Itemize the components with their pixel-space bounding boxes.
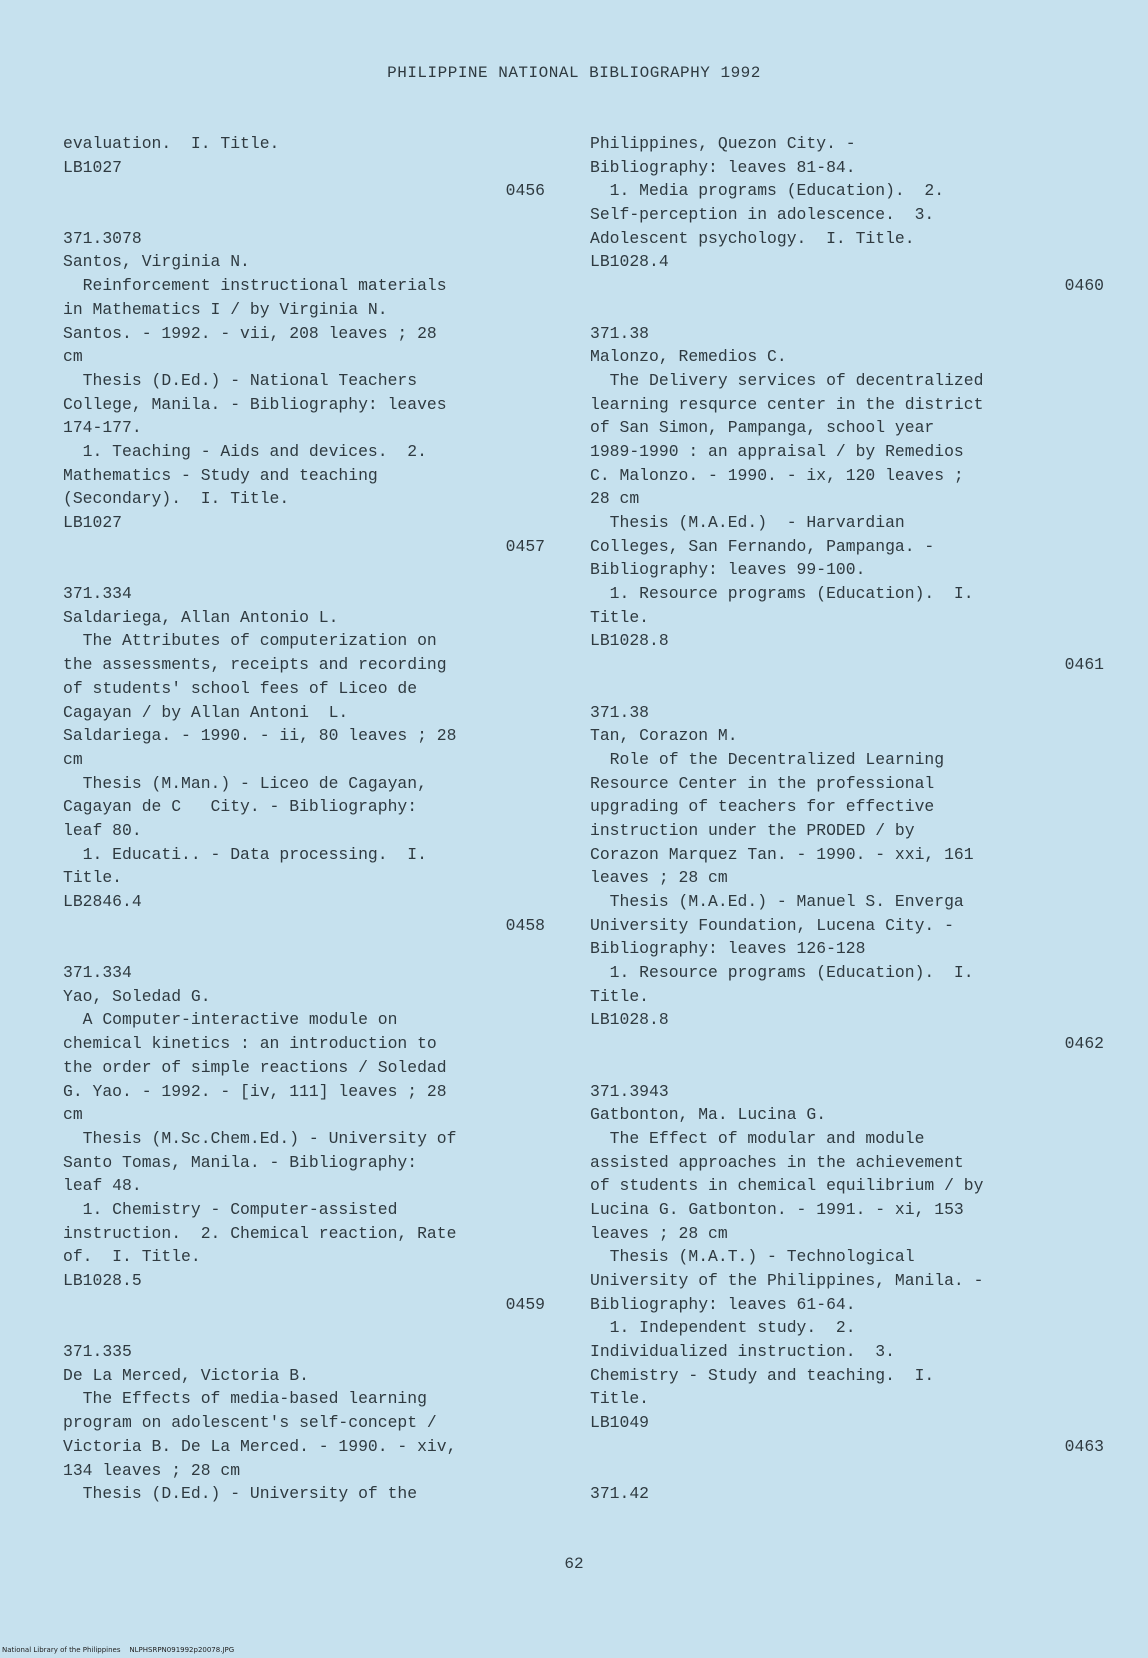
entry-line: 371.38: [590, 323, 650, 343]
entry-line: Corazon Marquez Tan. - 1990. - xxi, 161: [590, 844, 974, 864]
entry-line: 371.42: [590, 1484, 650, 1504]
entry-line: Santos, Virginia N.: [63, 252, 250, 272]
entry-line: University of the Philippines, Manila. -: [590, 1271, 984, 1290]
entry-line: Colleges, San Fernando, Pampanga. -: [590, 536, 935, 556]
entry-gap: [590, 1056, 1090, 1080]
entry-line: De La Merced, Victoria B.: [63, 1365, 309, 1385]
entry-line: A Computer-interactive module on: [63, 1010, 398, 1030]
entry-line: 28 cm: [590, 489, 640, 509]
right-column: [590, 132, 1104, 1506]
entry-line: 1989-1990 : an appraisal / by Remedios: [590, 441, 964, 461]
entry-line: of. I. Title.: [63, 1247, 201, 1267]
entry-line: Santo Tomas, Manila. - Bibliography:: [63, 1152, 418, 1172]
entry-line: chemical kinetics : an introduction to: [63, 1034, 437, 1054]
entry-line: G. Yao. - 1992. - [iv, 111] leaves ; 28: [63, 1081, 447, 1101]
entry-line: The Effect of modular and module: [590, 1128, 925, 1148]
entry-gap: [63, 1316, 543, 1340]
entry-line: Bibliography: leaves 99-100.: [590, 560, 866, 580]
entry-line: Bibliography: leaves 81-84.: [590, 157, 856, 177]
entry-line: Bibliography: leaves 61-64.: [590, 1294, 856, 1314]
entry-line: 1. Chemistry - Computer-assisted: [63, 1199, 398, 1219]
entry-line: Cagayan / by Allan Antoni L.: [63, 702, 349, 722]
entry-line: 371.38: [590, 702, 650, 722]
entry-line: Thesis (M.A.Ed.) - Manuel S. Enverga: [590, 892, 964, 911]
entry-line: Philippines, Quezon City. -: [590, 134, 856, 153]
left-column: [63, 132, 543, 1506]
entry-line: cm: [63, 1105, 83, 1125]
entry-line: Bibliography: leaves 126-128: [590, 939, 866, 959]
entry-line: College, Manila. - Bibliography: leaves: [63, 394, 447, 414]
entry-line: Saldariega. - 1990. - ii, 80 leaves ; 28: [63, 726, 457, 746]
entry-line: Title.: [63, 868, 123, 888]
entry-line: leaf 48.: [63, 1176, 142, 1196]
entry-line: 371.3943: [590, 1081, 669, 1101]
entry-line: The Attributes of computerization on: [63, 631, 437, 651]
entry-line: Title.: [590, 1389, 650, 1409]
entry-line: The Effects of media-based learning: [63, 1389, 427, 1409]
entry-line: Thesis (M.Sc.Chem.Ed.) - University of: [63, 1128, 457, 1148]
entry-line: Thesis (M.Man.) - Liceo de Cagayan,: [63, 773, 427, 793]
entry-line: 371.3078: [63, 228, 142, 248]
entry-line: Self-perception in adolescence. 3.: [590, 205, 935, 225]
entry-line: 1. Resource programs (Education). I.: [590, 963, 974, 983]
entry-line: cm: [63, 347, 83, 367]
entry-line: Yao, Soledad G.: [63, 986, 211, 1006]
page-number: 62: [564, 1555, 584, 1573]
entry-number: 0456: [505, 181, 545, 201]
entry-line: of students' school fees of Liceo de: [63, 678, 418, 698]
entry-line: C. Malonzo. - 1990. - ix, 120 leaves ;: [590, 465, 964, 485]
entry-line: (Secondary). I. Title.: [63, 489, 290, 509]
entry-gap: [63, 558, 543, 582]
entry-number: 0461: [1064, 655, 1104, 675]
entry-line: Reinforcement instructional materials: [63, 276, 447, 296]
entry-line: of San Simon, Pampanga, school year: [590, 418, 935, 438]
entry-number: 0457: [505, 536, 545, 556]
entry-line: LB1027: [63, 157, 123, 177]
entry-line: Lucina G. Gatbonton. - 1991. - xi, 153: [590, 1199, 964, 1219]
entry-line: Individualized instruction. 3.: [590, 1342, 895, 1362]
entry-line: learning resqurce center in the district: [590, 394, 984, 414]
entry-line: in Mathematics I / by Virginia N.: [63, 299, 388, 319]
entry-line: 174-177.: [63, 418, 142, 438]
entry-line: LB1028.4: [590, 252, 669, 272]
entry-line: 371.334: [63, 584, 132, 604]
entry-line: instruction under the PRODED / by: [590, 820, 915, 840]
entry-gap: [63, 203, 543, 227]
entry-gap: [590, 298, 1090, 322]
entry-line: Adolescent psychology. I. Title.: [590, 228, 915, 248]
footer-credit: National Library of the Philippines NLPHSRPN091992p20078.JPG: [2, 1646, 235, 1654]
entry-line: Malonzo, Remedios C.: [590, 347, 787, 367]
entry-line: the assessments, receipts and recording: [63, 655, 447, 675]
entry-line: Resource Center in the professional: [590, 773, 935, 793]
entry-line: 371.334: [63, 963, 132, 983]
page-header: PHILIPPINE NATIONAL BIBLIOGRAPHY 1992: [387, 64, 761, 82]
entry-line: program on adolescent's self-concept /: [63, 1413, 437, 1433]
entry-line: leaf 80.: [63, 820, 142, 840]
entry-line: Thesis (D.Ed.) - University of the: [63, 1484, 418, 1504]
entry-line: Cagayan de C City. - Bibliography:: [63, 797, 418, 817]
entry-line: leaves ; 28 cm: [590, 868, 728, 888]
entry-line: LB1049: [590, 1413, 650, 1433]
entry-line: instruction. 2. Chemical reaction, Rate: [63, 1223, 457, 1243]
entry-line: Role of the Decentralized Learning: [590, 749, 945, 769]
entry-line: Thesis (D.Ed.) - National Teachers: [63, 370, 418, 390]
entry-line: of students in chemical equilibrium / by: [590, 1176, 984, 1196]
entry-line: Thesis (M.A.Ed.) - Harvardian: [590, 513, 905, 532]
entry-line: cm: [63, 749, 83, 769]
entry-number: 0463: [1064, 1436, 1104, 1456]
entry-line: LB1028.8: [590, 631, 669, 651]
entry-number: 0462: [1064, 1034, 1104, 1054]
entry-gap: [63, 937, 543, 961]
entry-gap: [590, 1459, 1090, 1483]
entry-line: 134 leaves ; 28 cm: [63, 1460, 241, 1480]
entry-line: Mathematics - Study and teaching: [63, 465, 378, 485]
entry-line: 1. Media programs (Education). 2.: [590, 181, 945, 201]
entry-line: LB1028.5: [63, 1271, 142, 1290]
entry-line: 1. Independent study. 2.: [590, 1318, 856, 1338]
entry-line: Victoria B. De La Merced. - 1990. - xiv,: [63, 1436, 457, 1456]
entry-line: Thesis (M.A.T.) - Technological: [590, 1247, 915, 1267]
entry-line: leaves ; 28 cm: [590, 1223, 728, 1243]
entry-line: LB1027: [63, 513, 123, 532]
entry-line: LB2846.4: [63, 892, 142, 911]
entry-line: assisted approaches in the achievement: [590, 1152, 964, 1172]
entry-line: The Delivery services of decentralized: [590, 370, 984, 390]
entry-gap: [590, 677, 1090, 701]
entry-line: Gatbonton, Ma. Lucina G.: [590, 1105, 827, 1125]
entry-line: Saldariega, Allan Antonio L.: [63, 607, 339, 627]
entry-line: upgrading of teachers for effective: [590, 797, 935, 817]
entry-line: the order of simple reactions / Soledad: [63, 1057, 447, 1077]
entry-line: 1. Educati.. - Data processing. I.: [63, 844, 427, 864]
entry-line: Santos. - 1992. - vii, 208 leaves ; 28: [63, 323, 437, 343]
entry-number: 0459: [505, 1294, 545, 1314]
entry-line: 1. Resource programs (Education). I.: [590, 584, 974, 604]
entry-line: 371.335: [63, 1342, 132, 1362]
entry-line: evaluation. I. Title.: [63, 134, 280, 153]
entry-line: Tan, Corazon M.: [590, 726, 738, 746]
entry-number: 0458: [505, 915, 545, 935]
entry-line: Title.: [590, 607, 650, 627]
entry-number: 0460: [1064, 276, 1104, 296]
entry-line: Chemistry - Study and teaching. I.: [590, 1365, 935, 1385]
entry-line: 1. Teaching - Aids and devices. 2.: [63, 441, 427, 461]
entry-line: Title.: [590, 986, 650, 1006]
entry-line: University Foundation, Lucena City. -: [590, 915, 954, 935]
entry-line: LB1028.8: [590, 1010, 669, 1030]
